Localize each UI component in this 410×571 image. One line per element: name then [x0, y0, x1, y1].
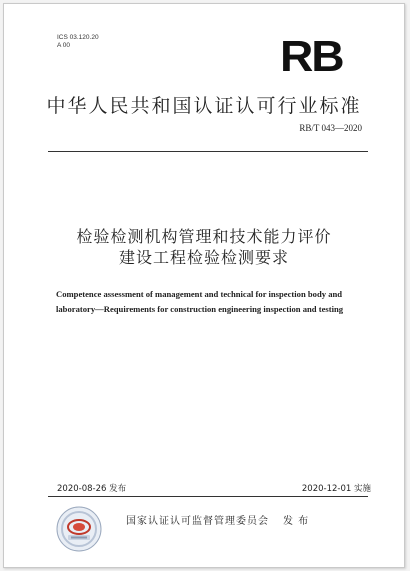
issuer-name: 国家认证认可监督管理委员会: [126, 516, 269, 527]
issue-date: 2020-08-26 发布: [57, 484, 127, 494]
chinese-title: [4, 226, 404, 268]
classification-codes: [57, 34, 99, 50]
english-title: [56, 287, 376, 317]
ics-code: ICS 03.120.20: [57, 34, 99, 41]
implementation-date: 2020-12-01 实施: [301, 484, 371, 494]
cover-page: [3, 3, 405, 568]
rb-logo: RB: [280, 32, 343, 81]
issuer-action: 发 布: [283, 516, 310, 527]
issuing-authority: [126, 512, 309, 527]
english-title-line-1: Competence assessment of management and technical for inspection body and: [56, 289, 343, 299]
top-divider: [48, 151, 368, 152]
bottom-divider: [48, 496, 368, 497]
ccs-code: A 00: [57, 42, 71, 49]
english-title-line-2: laboratory—Requirements for construction engineering inspection and testing: [56, 304, 344, 314]
standard-number: RB/T 043—2020: [299, 123, 362, 133]
cnca-emblem-icon: [56, 506, 102, 552]
chinese-title-line-1: 检验检测机构管理和技术能力评价: [76, 227, 332, 246]
chinese-title-line-2: 建设工程检验检测要求: [118, 248, 289, 267]
standard-category-title: 中华人民共和国认证认可行业标准: [46, 95, 362, 117]
